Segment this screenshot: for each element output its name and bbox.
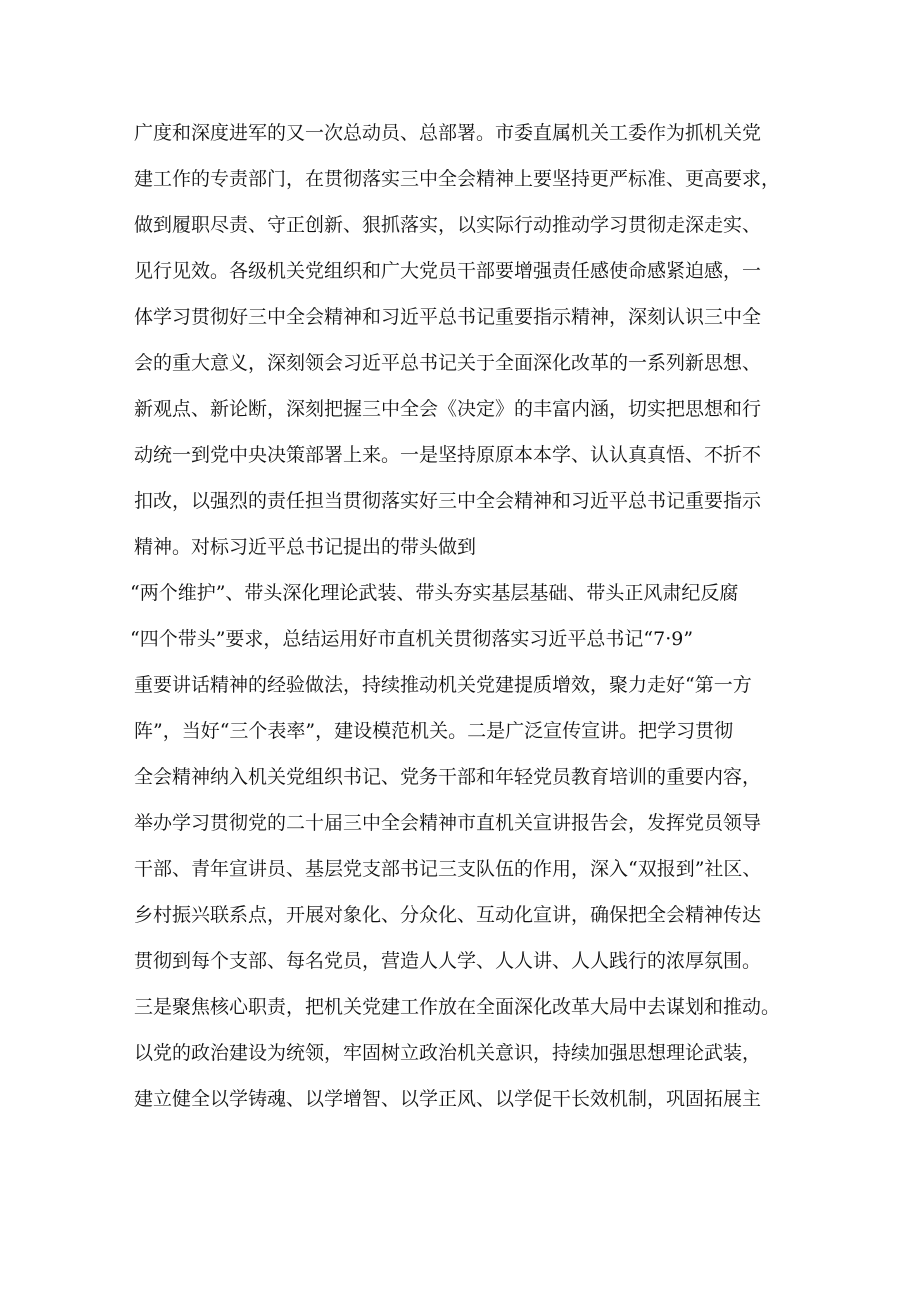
text-line: 体学习贯彻好三中全会精神和习近平总书记重要指示精神，深刻认识三中全 <box>134 306 762 328</box>
text-line: 建工作的专责部门，在贯彻落实三中全会精神上要坚持更严标准、更高要求， <box>134 168 781 190</box>
text-line: 重要讲话精神的经验做法，持续推动机关党建提质增效，聚力走好“第一方 <box>134 674 752 696</box>
text-line: 举办学习贯彻党的二十届三中全会精神市直机关宣讲报告会，发挥党员领导 <box>134 812 762 834</box>
text-line: “四个带头”要求，总结运用好市直机关贯彻落实习近平总书记“7·9” <box>130 628 694 650</box>
text-line: 乡村振兴联系点，开展对象化、分众化、互动化宣讲，确保把全会精神传达 <box>134 904 762 926</box>
text-line: 全会精神纳入机关党组织书记、党务干部和年轻党员教育培训的重要内容， <box>134 766 762 788</box>
text-line: 三是聚焦核心职责，把机关党建工作放在全面深化改革大局中去谋划和推动。 <box>134 996 781 1018</box>
text-line: 精神。对标习近平总书记提出的带头做到 <box>134 536 477 558</box>
text-line: 做到履职尽责、守正创新、狠抓落实，以实际行动推动学习贯彻走深走实、 <box>134 214 762 236</box>
text-line: 动统一到党中央决策部署上来。一是坚持原原本本学、认认真真悟、不折不 <box>134 444 762 466</box>
text-line: 干部、青年宣讲员、基层党支部书记三支队伍的作用，深入“双报到”社区、 <box>134 858 762 880</box>
text-line: 建立健全以学铸魂、以学增智、以学正风、以学促干长效机制，巩固拓展主 <box>134 1088 762 1110</box>
text-line: 贯彻到每个支部、每名党员，营造人人学、人人讲、人人践行的浓厚氛围。 <box>134 950 762 972</box>
text-line: 扣改，以强烈的责任担当贯彻落实好三中全会精神和习近平总书记重要指示 <box>134 490 762 512</box>
text-line: “两个维护”、带头深化理论武装、带头夯实基层基础、带头正风肃纪反腐 <box>130 582 739 604</box>
text-line: 会的重大意义，深刻领会习近平总书记关于全面深化改革的一系列新思想、 <box>134 352 762 374</box>
text-line: 以党的政治建设为统领，牢固树立政治机关意识，持续加强思想理论武装， <box>134 1042 762 1064</box>
text-line: 广度和深度进军的又一次总动员、总部署。市委直属机关工委作为抓机关党 <box>134 122 762 144</box>
text-line: 新观点、新论断，深刻把握三中全会《决定》的丰富内涵，切实把思想和行 <box>134 398 762 420</box>
body-text <box>130 110 814 1122</box>
text-line: 见行见效。各级机关党组织和广大党员干部要增强责任感使命感紧迫感，一 <box>134 260 762 282</box>
text-line: 阵”，当好“三个表率”，建设模范机关。二是广泛宣传宣讲。把学习贯彻 <box>134 720 734 742</box>
